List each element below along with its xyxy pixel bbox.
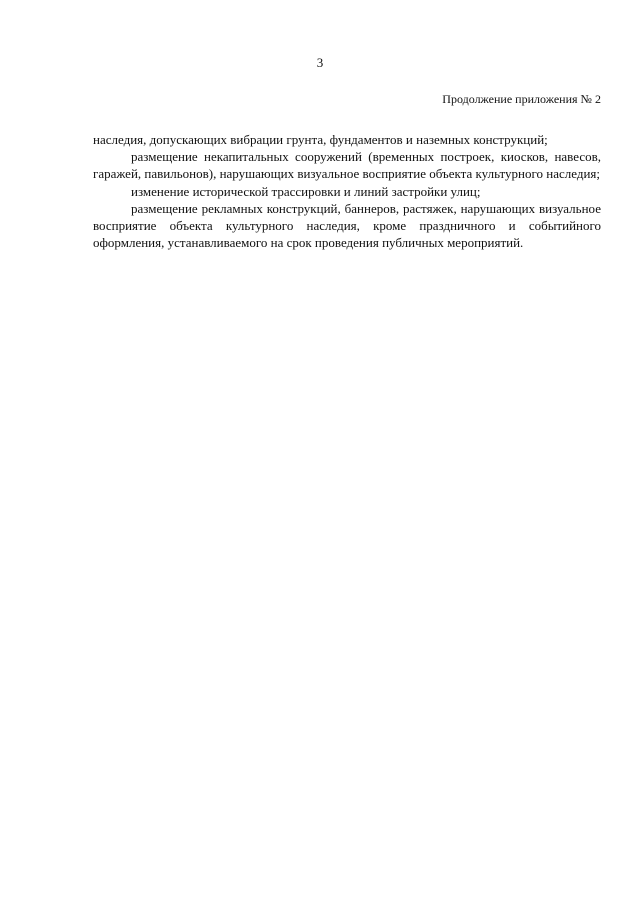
paragraph-item: размещение некапитальных сооружений (временных построек, киосков, навесов, гаражей, павильонов), нарушающих визуальное восприятие объекта культурного наследия; bbox=[93, 149, 601, 182]
paragraph-item: изменение исторической трассировки и линий застройки улиц; bbox=[131, 183, 481, 199]
paragraph-continuation: наследия, допускающих вибрации грунта, фундаментов и наземных конструкций; bbox=[93, 132, 548, 147]
page-number: 3 bbox=[316, 55, 324, 70]
document-body bbox=[93, 131, 601, 251]
paragraph-item: размещение рекламных конструкций, баннеров, растяжек, нарушающих визуальное восприятие объекта культурного наследия, кроме праздничного и событийного оформления, устанавливаемого на срок проведения публичных мероприятий. bbox=[93, 200, 601, 251]
appendix-continuation-note: Продолжение приложения № 2 bbox=[442, 92, 601, 106]
